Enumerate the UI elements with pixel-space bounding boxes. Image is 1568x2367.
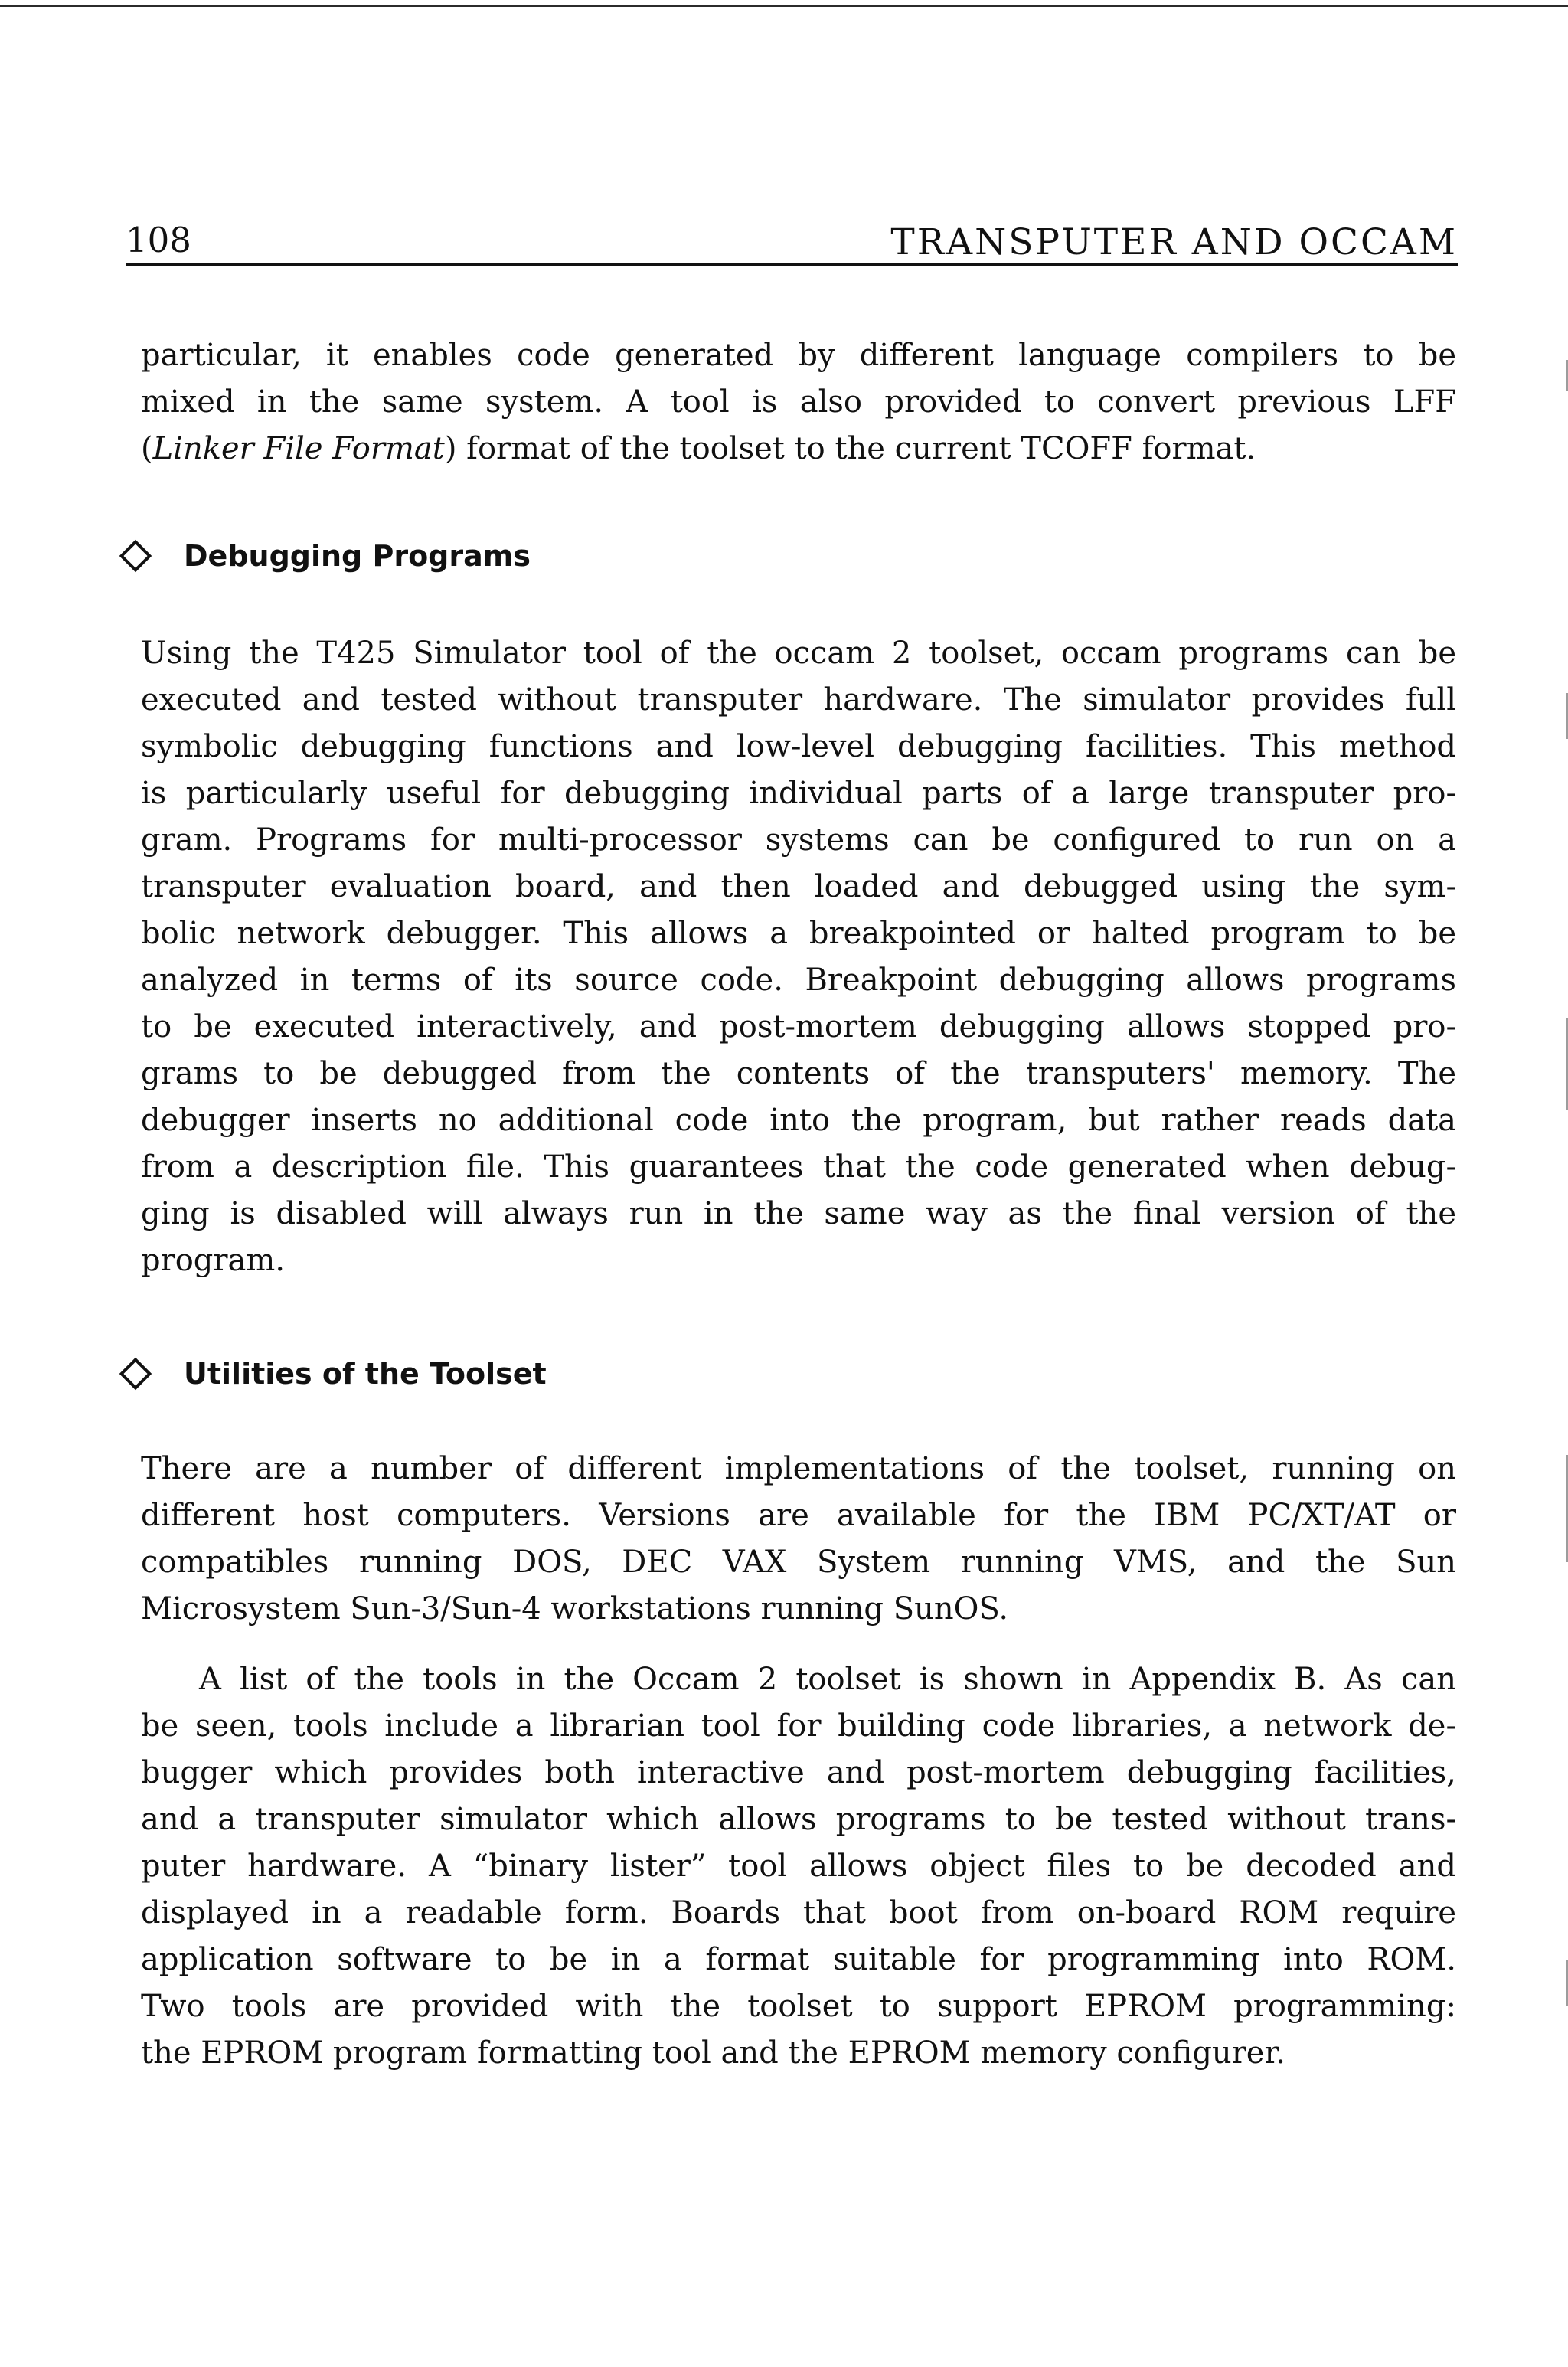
text-line: ging is disabled will always run in the same way as the final version of the [141,1196,1456,1231]
diamond-icon [119,540,152,572]
running-head [126,208,1458,266]
text-line: symbolic debugging functions and low-level debugging facilities. This method [141,729,1456,764]
text-line: Using the T425 Simulator tool of the occam 2 toolset, occam programs can be [141,636,1456,671]
text-line: debugger inserts no additional code into the program, but rather reads data [141,1103,1456,1138]
text-line: displayed in a readable form. Boards that boot from on-board ROM require [141,1895,1456,1931]
section-heading-utilities [119,1351,547,1397]
text-line: is particularly useful for debugging individual parts of a large transputer pro- [141,776,1456,811]
text-line: puter hardware. A “binary lister” tool allows object files to be decoded and [141,1849,1456,1884]
text-line: from a description file. This guarantees that the code generated when debug- [141,1149,1456,1185]
text-line: and a transputer simulator which allows programs to be tested without trans- [141,1802,1456,1837]
text-line: compatibles running DOS, DEC VAX System running VMS, and the Sun [141,1545,1456,1580]
page-number: 108 [126,220,191,260]
text-line: analyzed in terms of its source code. Breakpoint debugging allows programs [141,963,1456,998]
utilities-paragraph-1 [141,1446,1456,1633]
header-rule [126,263,1458,266]
paren-open: ( [141,431,153,466]
text-line: to be executed interactively, and post-mortem debugging allows stopped pro- [141,1009,1456,1045]
text-line: Microsystem Sun-3/Sun-4 workstations running SunOS. [141,1591,1009,1626]
text-line: transputer evaluation board, and then loaded and debugged using the sym- [141,869,1456,904]
text-line: be seen, tools include a librarian tool for building code libraries, a network de- [141,1708,1456,1744]
text-line: program. [141,1243,286,1278]
text-line: mixed in the same system. A tool is also provided to convert previous LFF [141,384,1456,420]
debugging-paragraph [141,630,1456,1284]
utilities-paragraph-2 [141,1656,1456,2077]
text-line: different host computers. Versions are available for the IBM PC/XT/AT or [141,1498,1456,1533]
top-edge-rule [0,5,1568,7]
section-heading-debugging [119,533,531,579]
line-rest: ) format of the toolset to the current TCOFF format. [444,431,1256,466]
text-line: There are a number of different implementations of the toolset, running on [141,1451,1456,1486]
section-title: Debugging Programs [184,539,531,573]
text-line [141,426,1456,472]
text-line: bugger which provides both interactive and post-mortem debugging facilities, [141,1755,1456,1790]
italic-term: Linker File Format [152,431,445,466]
text-line: the EPROM program formatting tool and the EPROM memory configurer. [141,2035,1285,2071]
text-line: bolic network debugger. This allows a breakpointed or halted program to be [141,916,1456,951]
text-line: executed and tested without transputer hardware. The simulator provides full [141,682,1456,718]
text-line: Two tools are provided with the toolset to support EPROM programming: [141,1989,1456,2024]
section-title: Utilities of the Toolset [184,1357,547,1391]
diamond-icon [119,1358,152,1390]
text-line: application software to be in a format suitable for programming into ROM. [141,1942,1456,1977]
text-line: particular, it enables code generated by different language compilers to be [141,338,1456,373]
text-line: grams to be debugged from the contents of the transputers' memory. The [141,1056,1456,1091]
intro-paragraph [141,332,1456,472]
text-line: A list of the tools in the Occam 2 toolset is shown in Appendix B. As can [199,1662,1456,1697]
running-title: TRANSPUTER AND OCCAM [890,221,1458,263]
text-line: gram. Programs for multi-processor systems can be configured to run on a [141,822,1456,858]
